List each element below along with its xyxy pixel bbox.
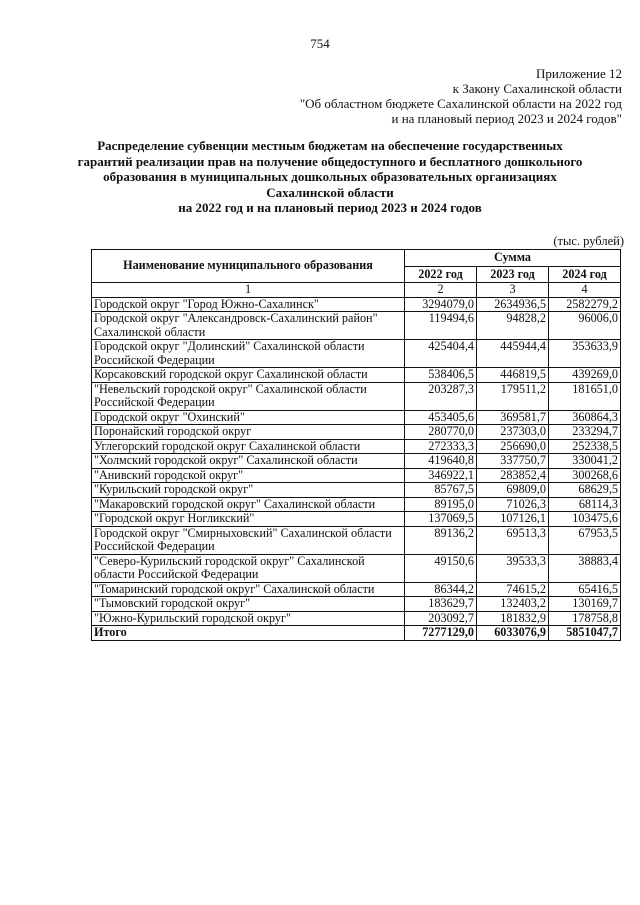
- value-2024: 96006,0: [549, 312, 621, 340]
- municipality-name: "Анивский городской округ": [92, 468, 405, 483]
- table-row: [92, 512, 621, 527]
- value-2022: 272333,3: [405, 439, 477, 454]
- value-2023: 2634936,5: [477, 297, 549, 312]
- value-2024: 181651,0: [549, 382, 621, 410]
- units-label: (тыс. рублей): [553, 234, 624, 248]
- table-body: [92, 297, 621, 626]
- value-2024: 68114,3: [549, 497, 621, 512]
- title-line: образования в муниципальных дошкольных образовательных организациях: [103, 169, 557, 184]
- municipality-name: Городской округ "Город Южно-Сахалинск": [92, 297, 405, 312]
- appendix-line: к Закону Сахалинской области: [452, 81, 622, 96]
- header-year-2022: 2022 год: [405, 266, 477, 283]
- table-row: [92, 497, 621, 512]
- value-2024: 330041,2: [549, 454, 621, 469]
- appendix-line: и на плановый период 2023 и 2024 годов": [391, 111, 622, 126]
- value-2022: 425404,4: [405, 340, 477, 368]
- municipality-name: Углегорский городской округ Сахалинской области: [92, 439, 405, 454]
- column-index: 3: [477, 283, 549, 298]
- municipality-name: "Южно-Курильский городской округ": [92, 611, 405, 626]
- title-line: гарантий реализации прав на получение общедоступного и бесплатного дошкольного: [77, 153, 583, 169]
- table-row: [92, 554, 621, 582]
- table-row: [92, 483, 621, 498]
- value-2024: 252338,5: [549, 439, 621, 454]
- value-2023: 132403,2: [477, 597, 549, 612]
- document-title: [70, 138, 590, 216]
- title-line: Сахалинской области: [266, 184, 394, 200]
- municipality-name: "Томаринский городской округ" Сахалинской области: [92, 582, 405, 597]
- table-row: [92, 312, 621, 340]
- total-2024: 5851047,7: [549, 626, 621, 641]
- municipality-name: Корсаковский городской округ Сахалинской области: [92, 368, 405, 383]
- value-2024: 353633,9: [549, 340, 621, 368]
- value-2023: 369581,7: [477, 410, 549, 425]
- value-2022: 85767,5: [405, 483, 477, 498]
- header-year-2024: 2024 год: [549, 266, 621, 283]
- table-row: [92, 382, 621, 410]
- value-2023: 283852,4: [477, 468, 549, 483]
- value-2023: 94828,2: [477, 312, 549, 340]
- value-2024: 130169,7: [549, 597, 621, 612]
- municipality-name: "Северо-Курильский городской округ" Сахалинской области Российской Федерации: [92, 554, 405, 582]
- value-2023: 337750,7: [477, 454, 549, 469]
- value-2022: 280770,0: [405, 425, 477, 440]
- value-2024: 439269,0: [549, 368, 621, 383]
- header-name: Наименование муниципального образования: [92, 250, 405, 283]
- total-2022: 7277129,0: [405, 626, 477, 641]
- table-row: [92, 582, 621, 597]
- value-2022: 119494,6: [405, 312, 477, 340]
- value-2023: 446819,5: [477, 368, 549, 383]
- header-sum: Сумма: [405, 250, 621, 267]
- table-row: [92, 597, 621, 612]
- table-row: [92, 526, 621, 554]
- value-2023: 71026,3: [477, 497, 549, 512]
- total-2023: 6033076,9: [477, 626, 549, 641]
- municipality-name: "Невельский городской округ" Сахалинской области Российской Федерации: [92, 382, 405, 410]
- value-2023: 69809,0: [477, 483, 549, 498]
- value-2022: 346922,1: [405, 468, 477, 483]
- table-row: [92, 368, 621, 383]
- value-2022: 89195,0: [405, 497, 477, 512]
- value-2022: 3294079,0: [405, 297, 477, 312]
- value-2022: 203287,3: [405, 382, 477, 410]
- value-2024: 360864,3: [549, 410, 621, 425]
- municipality-name: Городской округ "Александровск-Сахалинский район" Сахалинской области: [92, 312, 405, 340]
- value-2023: 107126,1: [477, 512, 549, 527]
- value-2023: 445944,4: [477, 340, 549, 368]
- value-2022: 183629,7: [405, 597, 477, 612]
- value-2022: 86344,2: [405, 582, 477, 597]
- column-index: 2: [405, 283, 477, 298]
- value-2023: 69513,3: [477, 526, 549, 554]
- value-2024: 178758,8: [549, 611, 621, 626]
- municipality-name: "Холмский городской округ" Сахалинской области: [92, 454, 405, 469]
- appendix-line: "Об областном бюджете Сахалинской области на 2022 год: [299, 96, 622, 111]
- value-2023: 39533,3: [477, 554, 549, 582]
- value-2024: 233294,7: [549, 425, 621, 440]
- table-row: [92, 425, 621, 440]
- value-2024: 67953,5: [549, 526, 621, 554]
- table-row: [92, 297, 621, 312]
- total-row: [92, 626, 621, 641]
- value-2022: 538406,5: [405, 368, 477, 383]
- appendix-line: Приложение 12: [535, 66, 622, 81]
- value-2023: 74615,2: [477, 582, 549, 597]
- municipality-name: "Городской округ Ногликский": [92, 512, 405, 527]
- municipality-name: Городской округ "Долинский" Сахалинской области Российской Федерации: [92, 340, 405, 368]
- title-line: Распределение субвенции местным бюджетам на обеспечение государственных: [97, 138, 563, 153]
- column-index: 1: [92, 283, 405, 298]
- value-2022: 203092,7: [405, 611, 477, 626]
- page-number: 754: [310, 36, 330, 51]
- appendix-block: [300, 66, 622, 126]
- value-2024: 38883,4: [549, 554, 621, 582]
- value-2023: 179511,2: [477, 382, 549, 410]
- table-row: [92, 454, 621, 469]
- value-2022: 419640,8: [405, 454, 477, 469]
- value-2022: 453405,6: [405, 410, 477, 425]
- municipality-name: "Курильский городской округ": [92, 483, 405, 498]
- value-2024: 103475,6: [549, 512, 621, 527]
- total-label: Итого: [92, 626, 405, 641]
- value-2024: 2582279,2: [549, 297, 621, 312]
- column-index: 4: [549, 283, 621, 298]
- table-row: [92, 468, 621, 483]
- table-row: [92, 611, 621, 626]
- municipality-name: Городской округ "Охинский": [92, 410, 405, 425]
- value-2024: 300268,6: [549, 468, 621, 483]
- value-2023: 181832,9: [477, 611, 549, 626]
- table-row: [92, 340, 621, 368]
- table-row: [92, 410, 621, 425]
- header-year-2023: 2023 год: [477, 266, 549, 283]
- subvention-table: [91, 249, 621, 641]
- table-row: [92, 439, 621, 454]
- title-line: на 2022 год и на плановый период 2023 и 2024 годов: [178, 200, 482, 215]
- value-2024: 68629,5: [549, 483, 621, 498]
- municipality-name: "Макаровский городской округ" Сахалинской области: [92, 497, 405, 512]
- value-2024: 65416,5: [549, 582, 621, 597]
- municipality-name: Городской округ "Смирныховский" Сахалинской области Российской Федерации: [92, 526, 405, 554]
- value-2022: 137069,5: [405, 512, 477, 527]
- municipality-name: Поронайский городской округ: [92, 425, 405, 440]
- value-2023: 237303,0: [477, 425, 549, 440]
- value-2022: 49150,6: [405, 554, 477, 582]
- value-2022: 89136,2: [405, 526, 477, 554]
- municipality-name: "Тымовский городской округ": [92, 597, 405, 612]
- value-2023: 256690,0: [477, 439, 549, 454]
